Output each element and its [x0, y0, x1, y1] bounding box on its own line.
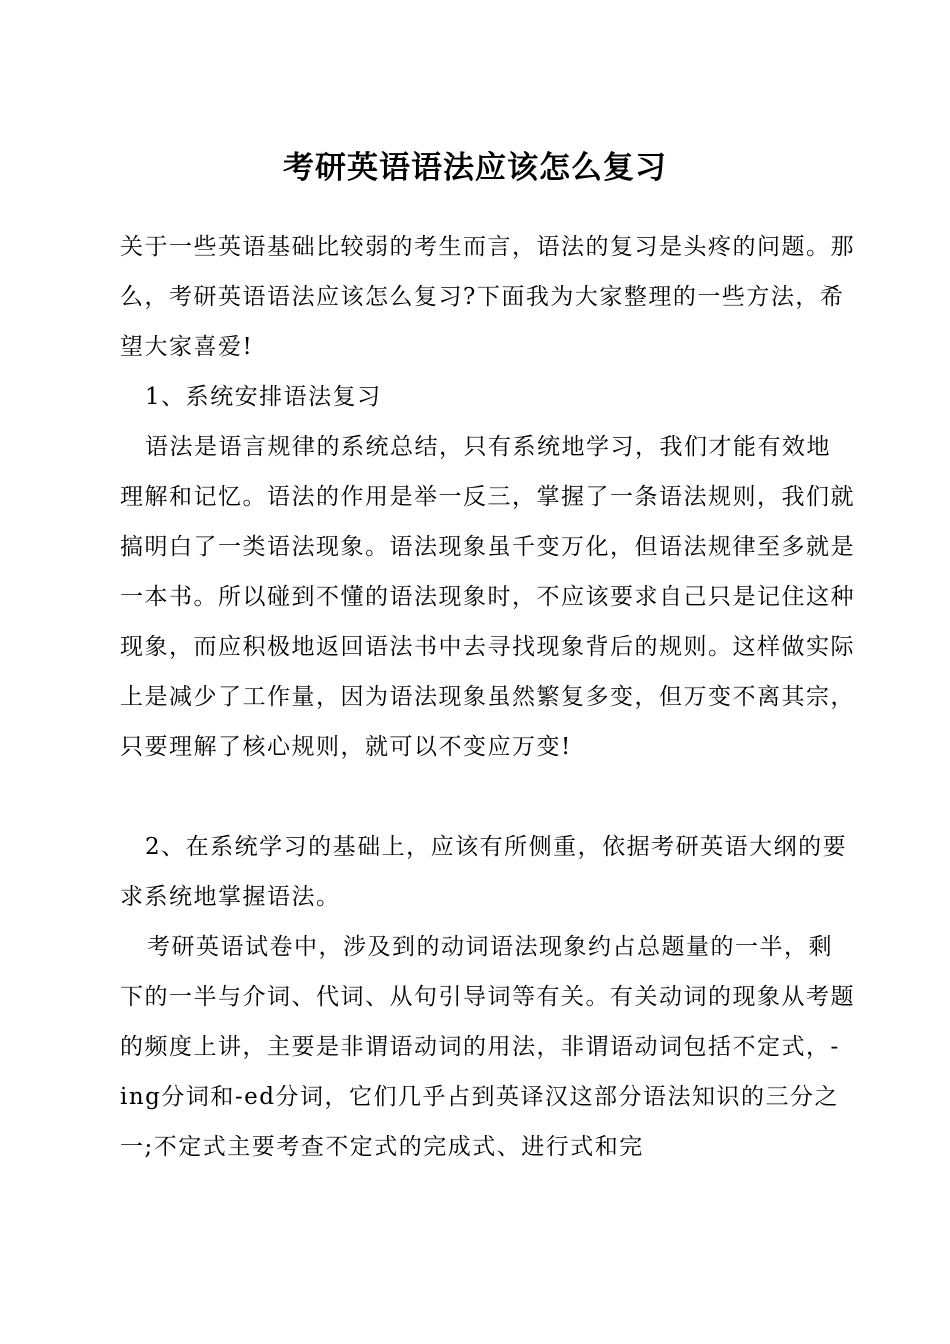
section-2-paragraph: 考研英语试卷中，涉及到的动词语法现象约占总题量的一半，剩下的一半与介词、代词、从句引导词等有关。有关动词的现象从考题的频度上讲，主要是非谓语动词的用法，非谓语动词包括不定式，-ing分词和-ed分词，它们几乎占到英译汉这部分语法知识的三分之一;不定式主要考查不定式的完成式、进行式和完 — [120, 934, 855, 1160]
document-body — [120, 222, 855, 1172]
document-title: 考研英语语法应该怎么复习 — [283, 150, 667, 186]
section-1-paragraph: 语法是语言规律的系统总结，只有系统地学习，我们才能有效地理解和记忆。语法的作用是举一反三，掌握了一条语法规则，我们就搞明白了一类语法现象。语法现象虽千变万化，但语法规律至多就是一本书。所以碰到不懂的语法现象时，不应该要求自己只是记住这种现象，而应积极地返回语法书中去寻找现象背后的规则。这样做实际上是减少了工作量，因为语法现象虽然繁复多变，但万变不离其宗，只要理解了核心规则，就可以不变应万变! — [120, 434, 855, 760]
section-heading-1: 1、系统安排语法复习 — [145, 384, 382, 410]
intro-paragraph: 关于一些英语基础比较弱的考生而言，语法的复习是头疼的问题。那么，考研英语语法应该怎么复习?下面我为大家整理的一些方法，希望大家喜爱! — [120, 234, 855, 360]
section-heading-2: 2、在系统学习的基础上，应该有所侧重，依据考研英语大纲的要求系统地掌握语法。 — [120, 834, 848, 910]
paragraph-spacer — [120, 772, 855, 822]
